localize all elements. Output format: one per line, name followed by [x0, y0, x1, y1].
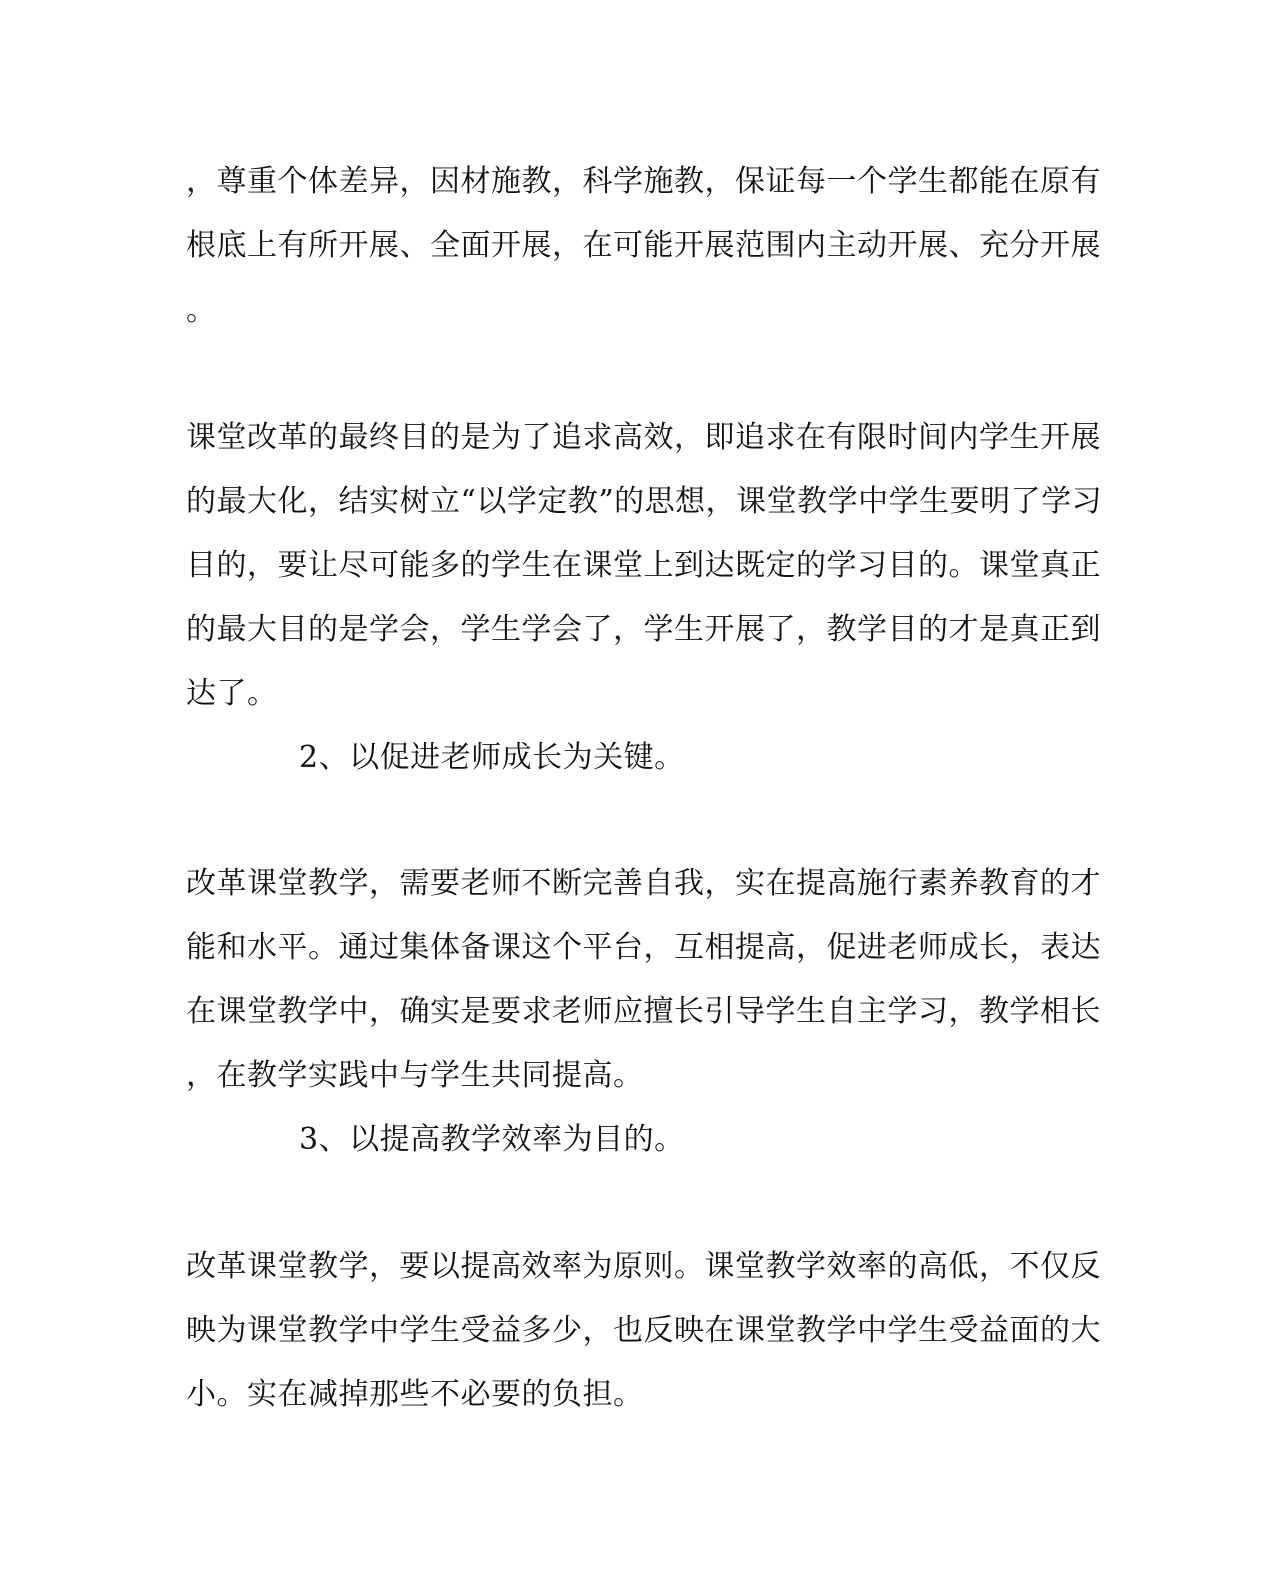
- text-line: 改革课堂教学，需要老师不断完善自我，实在提高施行素养教育的才: [186, 866, 1101, 901]
- section-heading: 3、以提高教学效率为目的。: [299, 1122, 685, 1157]
- section-heading: 2、以促进老师成长为关键。: [299, 740, 685, 775]
- text-line: 改革课堂教学，要以提高效率为原则。课堂教学效率的高低，不仅反: [186, 1249, 1101, 1284]
- text-line: 在课堂教学中，确实是要求老师应擅长引导学生自主学习，教学相长: [186, 994, 1101, 1029]
- text-line: 的最大化，结实树立“以学定教”的思想，课堂教学中学生要明了学习: [186, 484, 1103, 519]
- text-line: 课堂改革的最终目的是为了追求高效，即追求在有限时间内学生开展: [186, 420, 1101, 455]
- text-line: 达了。: [186, 676, 278, 711]
- text-line: ，尊重个体差异，因材施教，科学施教，保证每一个学生都能在原有: [186, 164, 1101, 199]
- text-line: ，在教学实践中与学生共同提高。: [186, 1058, 644, 1093]
- text-line: 映为课堂教学中学生受益多少，也反映在课堂教学中学生受益面的大: [186, 1313, 1101, 1348]
- text-line: 目的，要让尽可能多的学生在课堂上到达既定的学习目的。课堂真正: [186, 548, 1101, 583]
- text-line: 能和水平。通过集体备课这个平台，互相提高，促进老师成长，表达: [186, 930, 1101, 965]
- text-line: 小。实在减掉那些不必要的负担。: [186, 1377, 644, 1412]
- text-line: 的最大目的是学会，学生学会了，学生开展了，教学目的才是真正到: [186, 612, 1101, 647]
- text-line: 根底上有所开展、全面开展，在可能开展范围内主动开展、充分开展: [186, 228, 1101, 263]
- text-line: 。: [186, 293, 217, 328]
